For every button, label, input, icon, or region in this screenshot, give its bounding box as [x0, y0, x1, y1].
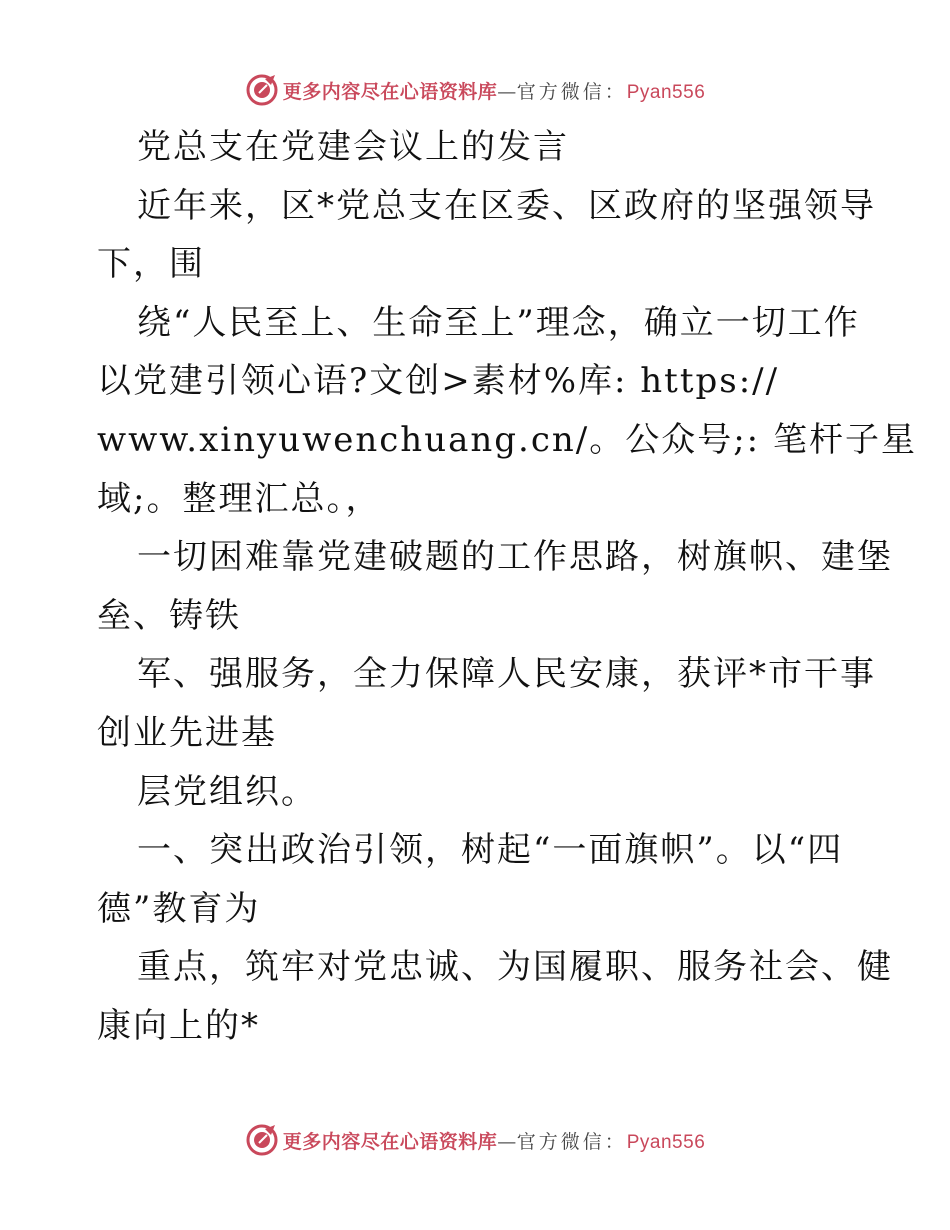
text-line: 德”教育为 [97, 888, 261, 929]
watermark-brand: 更多内容尽在心语资料库 [282, 1130, 498, 1153]
text-line: 近年来，区*党总支在区委、区政府的坚强领导 [137, 185, 876, 226]
pen-logo-icon [245, 73, 279, 107]
text-line: 一、突出政治引领，树起“一面旗帜”。以“四 [137, 830, 844, 871]
watermark-text [283, 77, 706, 104]
text-line: www.xinyuwenchuang.cn/。公众号;: 笔杆子星 [97, 419, 917, 460]
text-line: 以党建引领心语?文创>素材%库: https:// [97, 361, 780, 402]
text-line: 军、强服务，全力保障人民安康，获评*市干事 [137, 654, 876, 695]
watermark-wechat-id: Pyan556 [626, 1131, 706, 1153]
text-line: 康向上的* [97, 1005, 260, 1046]
text-line: 创业先进基 [97, 712, 277, 753]
watermark-wechat-label: 官方微信： [516, 80, 627, 103]
watermark-wechat-id: Pyan556 [626, 81, 706, 103]
text-line: 垒、铸铁 [97, 595, 241, 636]
text-line: 重点，筑牢对党忠诚、为国履职、服务社会、健 [137, 947, 893, 988]
document-title: 党总支在党建会议上的发言 [137, 127, 569, 167]
header-watermark-banner [0, 70, 950, 110]
document-body [97, 118, 917, 1056]
watermark-text [283, 1127, 706, 1154]
watermark-wechat-label: 官方微信： [516, 1130, 627, 1153]
text-line: 下，围 [97, 244, 205, 285]
text-line: 绕“人民至上、生命至上”理念，确立一切工作 [137, 302, 860, 343]
pen-logo-icon [245, 1123, 279, 1157]
footer-watermark-banner [0, 1120, 950, 1160]
watermark-brand: 更多内容尽在心语资料库 [282, 80, 498, 103]
watermark-separator: — [497, 1130, 517, 1153]
text-line: 域;。整理汇总。， [97, 478, 382, 519]
text-line: 一切困难靠党建破题的工作思路，树旗帜、建堡 [137, 537, 893, 578]
text-line: 层党组织。 [137, 771, 317, 812]
watermark-separator: — [497, 80, 517, 103]
